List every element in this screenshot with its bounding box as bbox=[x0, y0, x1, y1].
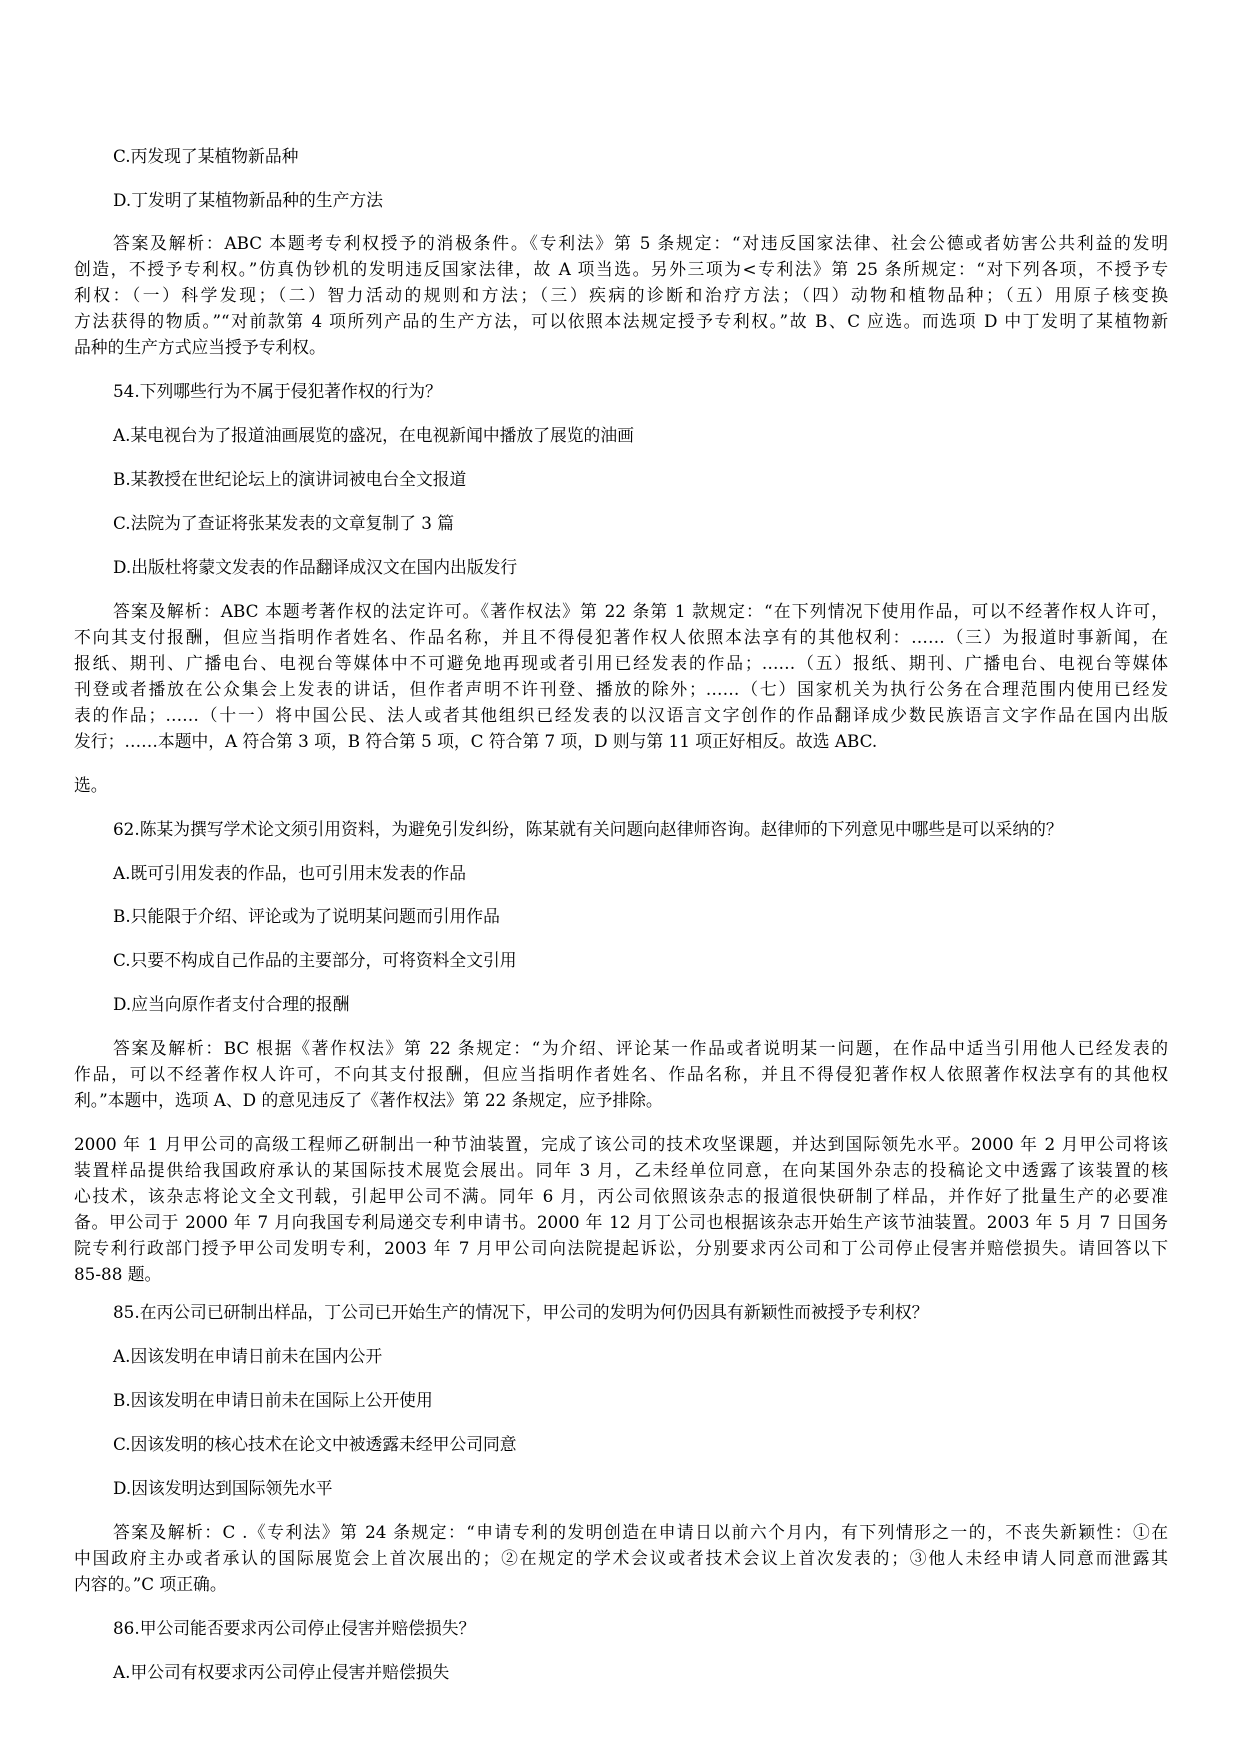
text-line: 85-88 题。 bbox=[74, 1264, 162, 1284]
text-line: A.某电视台为了报道油画展览的盛况，在电视新闻中播放了展览的油画 bbox=[113, 425, 634, 445]
text-line: C.只要不构成自己作品的主要部分，可将资料全文引用 bbox=[113, 950, 517, 970]
text-line: 报纸、期刊、广播电台、电视台等媒体中不可避免地再现或者引用已经发表的作品；……（五）报纸、期刊、广播电台、电视台等媒体 bbox=[74, 653, 1168, 673]
text-line: D.应当向原作者支付合理的报酬 bbox=[113, 994, 350, 1014]
text-line: C.法院为了查证将张某发表的文章复制了 3 篇 bbox=[113, 513, 454, 533]
text-line: 发行；……本题中，A 符合第 3 项，B 符合第 5 项，C 符合第 7 项，D 则与第 11 项正好相反。故选 ABC. bbox=[74, 731, 878, 751]
text-line: A.既可引用发表的作品，也可引用末发表的作品 bbox=[113, 863, 467, 883]
text-line: 心技术，该杂志将论文全文刊载，引起甲公司不满。同年 6 月，丙公司依照该杂志的报道很快研制了样品，并作好了批量生产的必要准 bbox=[74, 1186, 1168, 1206]
text-line: 品种的生产方式应当授予专利权。 bbox=[74, 337, 326, 357]
text-line: 备。甲公司于 2000 年 7 月向我国专利局递交专利申请书。2000 年 12 月丁公司也根据该杂志开始生产该节油装置。2003 年 5 月 7 日国务 bbox=[74, 1212, 1168, 1232]
text-line: 86.甲公司能否要求丙公司停止侵害并赔偿损失？ bbox=[113, 1618, 476, 1638]
text-line: 85.在丙公司已研制出样品，丁公司已开始生产的情况下，甲公司的发明为何仍因具有新颖性而被授予专利权？ bbox=[113, 1302, 929, 1322]
text-line: 不向其支付报酬，但应当指明作者姓名、作品名称，并且不得侵犯著作权人依照本法享有的其他权利：……（三）为报道时事新闻，在 bbox=[74, 627, 1168, 647]
text-line: D.因该发明达到国际领先水平 bbox=[113, 1478, 333, 1498]
text-line: 2000 年 1 月甲公司的高级工程师乙研制出一种节油装置，完成了该公司的技术攻坚课题，并达到国际领先水平。2000 年 2 月甲公司将该 bbox=[74, 1134, 1168, 1154]
text-line: C.丙发现了某植物新品种 bbox=[113, 146, 299, 166]
text-line: C.因该发明的核心技术在论文中被透露未经甲公司同意 bbox=[113, 1434, 517, 1454]
text-line: B.某教授在世纪论坛上的演讲词被电台全文报道 bbox=[113, 469, 467, 489]
text-line: 院专利行政部门授予甲公司发明专利，2003 年 7 月甲公司向法院提起诉讼，分别要求丙公司和丁公司停止侵害并赔偿损失。请回答以下 bbox=[74, 1238, 1168, 1258]
text-line: 62.陈某为撰写学术论文须引用资料，为避免引发纠纷，陈某就有关问题向赵律师咨询。赵律师的下列意见中哪些是可以采纳的？ bbox=[113, 819, 1063, 839]
text-line: D.出版杜将蒙文发表的作品翻译成汉文在国内出版发行 bbox=[113, 557, 518, 577]
text-line: 答案及解析：C .《专利法》第 24 条规定：“申请专利的发明创造在申请日以前六个月内，有下列情形之一的，不丧失新颖性：①在 bbox=[113, 1522, 1168, 1542]
text-line: D.丁发明了某植物新品种的生产方法 bbox=[113, 190, 383, 210]
text-line: 作品，可以不经著作权人许可，不向其支付报酬，但应当指明作者姓名、作品名称，并且不得侵犯著作权人依照著作权法享有的其他权 bbox=[74, 1064, 1168, 1084]
text-line: 表的作品；……（十一）将中国公民、法人或者其他组织已经发表的以汉语言文字创作的作品翻译成少数民族语言文字作品在国内出版 bbox=[74, 705, 1168, 725]
text-line: 刊登或者播放在公众集会上发表的讲话，但作者声明不许刊登、播放的除外；……（七）国家机关为执行公务在合理范围内使用已经发 bbox=[74, 679, 1168, 699]
text-line: 54.下列哪些行为不属于侵犯著作权的行为？ bbox=[113, 381, 442, 401]
text-line: B.只能限于介绍、评论或为了说明某问题而引用作品 bbox=[113, 906, 500, 926]
text-line: A.因该发明在申请日前未在国内公开 bbox=[113, 1346, 383, 1366]
text-line: 答案及解析：ABC 本题考专利权授予的消极条件。《专利法》第 5 条规定：“对违反国家法律、社会公德或者妨害公共利益的发明 bbox=[113, 233, 1168, 253]
text-line: B.因该发明在申请日前未在国际上公开使用 bbox=[113, 1390, 433, 1410]
text-line: 方法获得的物质。”“对前款第 4 项所列产品的生产方法，可以依照本法规定授予专利权。”故 B、C 应选。而选项 D 中丁发明了某植物新 bbox=[74, 311, 1168, 331]
text-line: 选。 bbox=[74, 775, 108, 795]
text-line: 利。”本题中，选项 A、D 的意见违反了《著作权法》第 22 条规定，应予排除。 bbox=[74, 1090, 663, 1110]
text-line: 中国政府主办或者承认的国际展览会上首次展出的；②在规定的学术会议或者技术会议上首次发表的；③他人未经申请人同意而泄露其 bbox=[74, 1548, 1168, 1568]
text-line: 利权：（一）科学发现；（二）智力活动的规则和方法；（三）疾病的诊断和治疗方法；（四）动物和植物品种；（五）用原子核变换 bbox=[74, 285, 1168, 305]
text-line: 创造，不授予专利权。”仿真伪钞机的发明违反国家法律，故 A 项当选。另外三项为<专利法》第 25 条所规定：“对下列各项，不授予专 bbox=[74, 259, 1168, 279]
text-line: 答案及解析：BC 根据《著作权法》第 22 条规定：“为介绍、评论某一作品或者说明某一问题，在作品中适当引用他人已经发表的 bbox=[113, 1038, 1168, 1058]
text-line: 装置样品提供给我国政府承认的某国际技术展览会展出。同年 3 月，乙未经单位同意，在向某国外杂志的投稿论文中透露了该装置的核 bbox=[74, 1160, 1168, 1180]
text-line: A.甲公司有权要求丙公司停止侵害并赔偿损失 bbox=[113, 1662, 450, 1682]
text-line: 内容的。”C 项正确。 bbox=[74, 1574, 227, 1594]
text-line: 答案及解析：ABC 本题考著作权的法定许可。《著作权法》第 22 条第 1 款规定：“在下列情况下使用作品，可以不经著作权人许可， bbox=[113, 601, 1168, 621]
